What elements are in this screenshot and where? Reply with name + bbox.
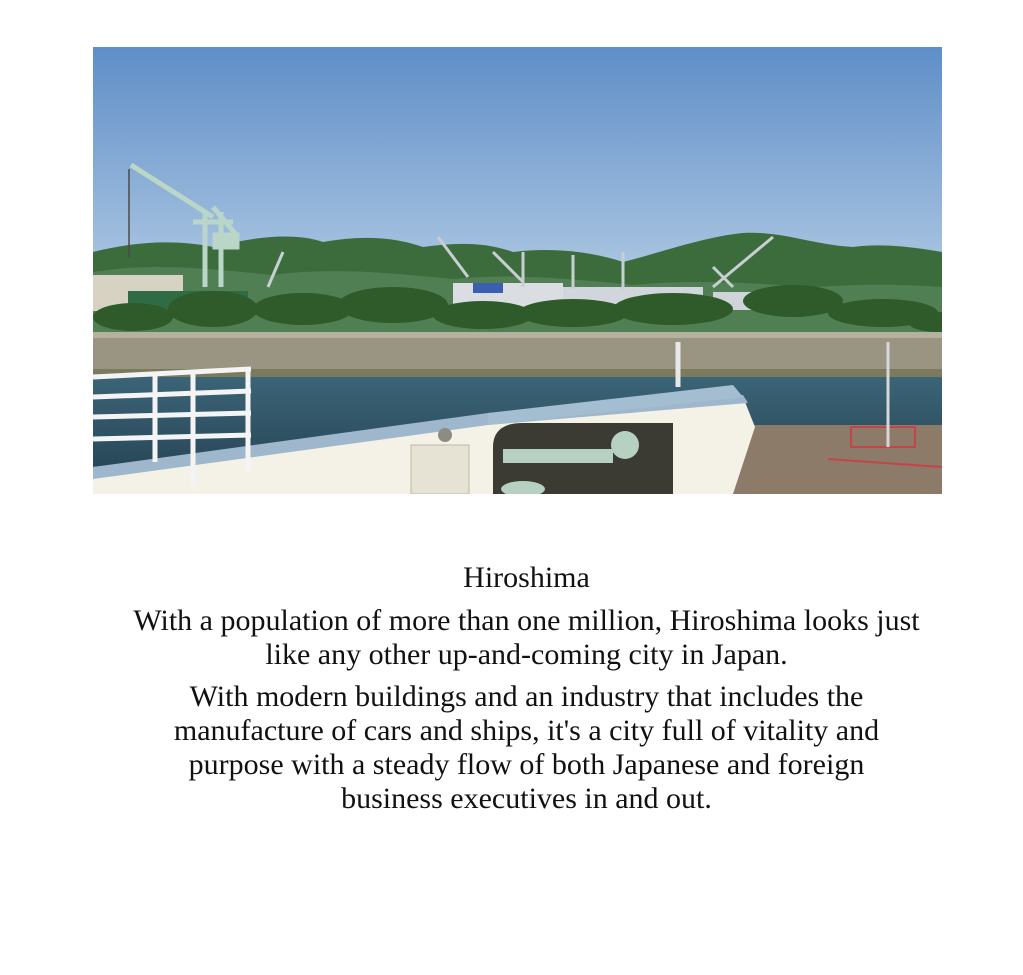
deck-hatch <box>411 445 469 494</box>
harbor-photo <box>93 47 942 494</box>
seawall-top <box>93 332 942 338</box>
caption-paragraph-2: With modern buildings and an industry that includes the manufacture of cars and ships, it's a city full of vitality and purpose with a steady flow of both Japanese and foreign business executives in and out. <box>173 680 880 815</box>
bollard <box>438 428 452 442</box>
harbor-photo-drawing <box>93 47 942 494</box>
caption-block <box>93 560 960 816</box>
caption-title: Hiroshima <box>463 561 590 594</box>
caption-paragraph-1: With a population of more than one million, Hiroshima looks just like any other up-and-coming city in Japan. <box>133 604 920 671</box>
